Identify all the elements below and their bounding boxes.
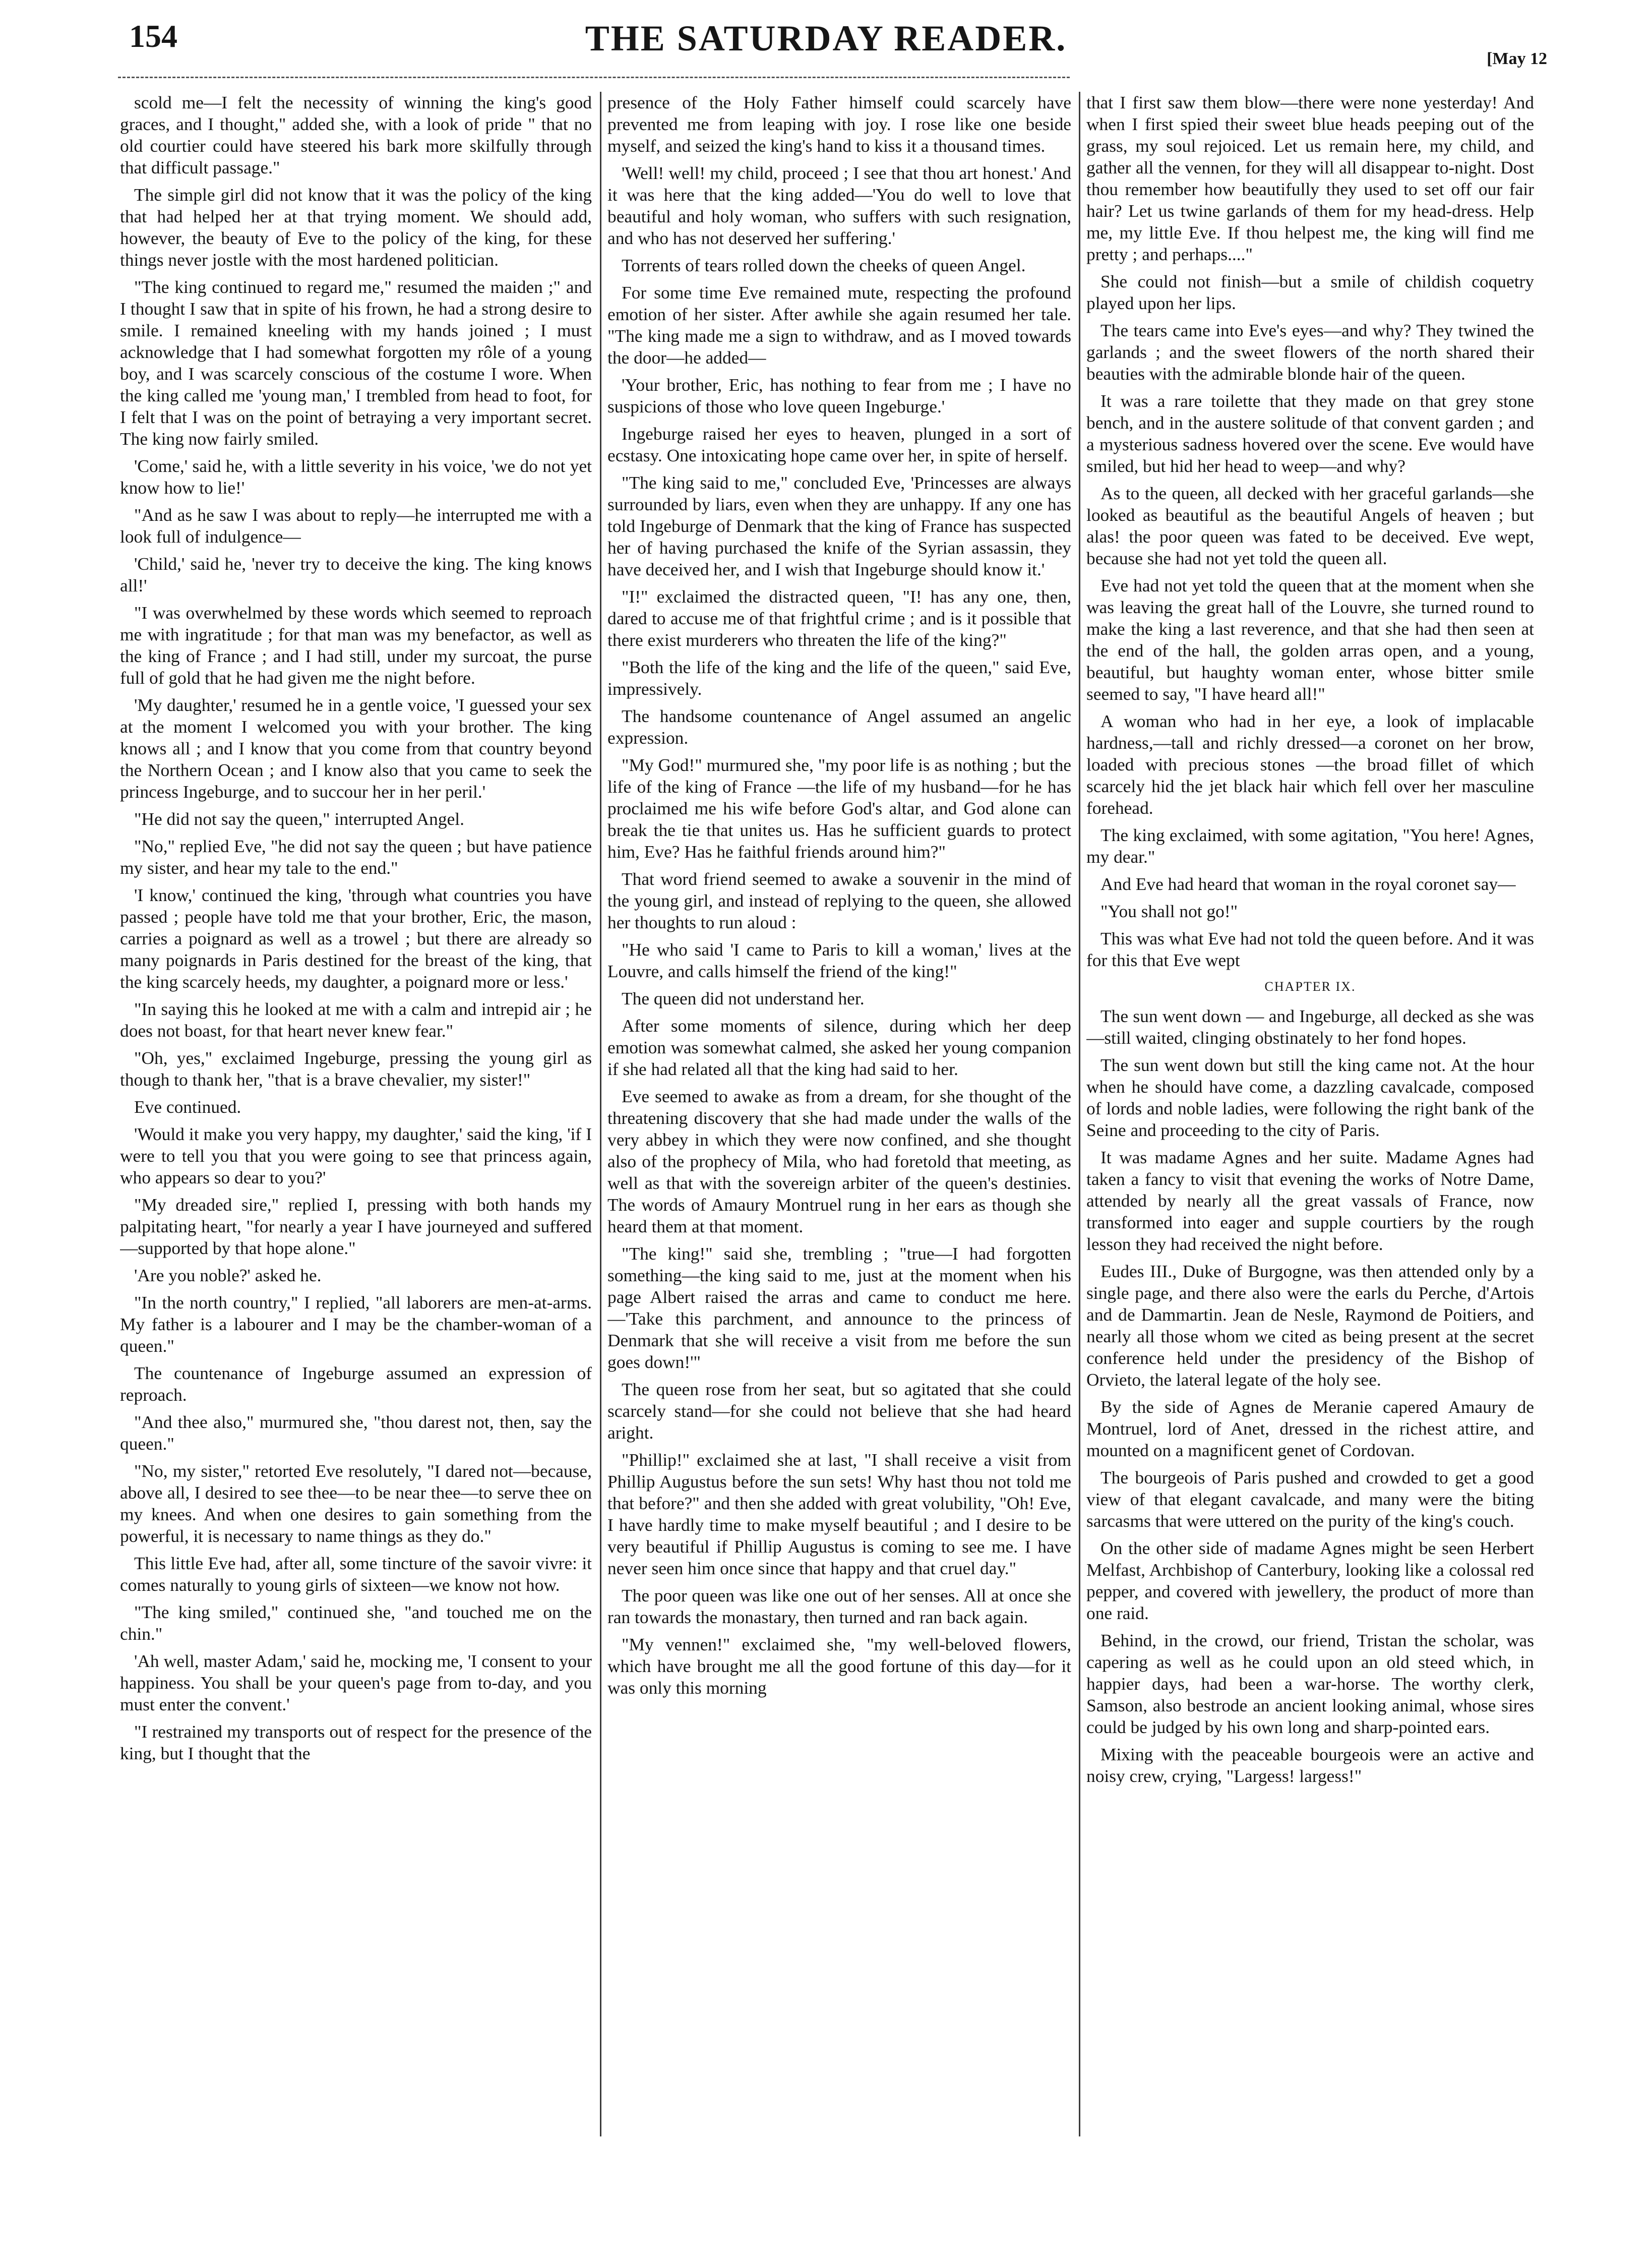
paragraph: On the other side of madame Agnes might be seen Herbert Melfast, Archbishop of Canterbury, looking like a colossal red pepper, and covered with jewellery, the product of more than one raid. bbox=[1086, 1538, 1534, 1623]
paragraph: 'Ah well, master Adam,' said he, mocking me, 'I consent to your happiness. You shall be your queen's page from to-day, and you must enter the convent.' bbox=[120, 1651, 592, 1714]
text-column-3 bbox=[1086, 92, 1534, 2139]
paragraph: "No," replied Eve, "he did not say the queen ; but have patience my sister, and hear my tale to the end." bbox=[120, 836, 592, 878]
paragraph: By the side of Agnes de Meranie capered Amaury de Montruel, lord of Anet, dressed in the richest attire, and mounted on a magnificent genet of Cordovan. bbox=[1086, 1397, 1534, 1460]
paragraph: The sun went down but still the king came not. At the hour when he should have come, a dazzling cavalcade, composed of lords and noble ladies, were following the right bank of the Seine and proceeding to the city of Paris. bbox=[1086, 1055, 1534, 1140]
paragraph: The simple girl did not know that it was the policy of the king that had helped her at that trying moment. We should add, however, the beauty of Eve to the policy of the king, for these things never jostle with the most hardened politician. bbox=[120, 185, 592, 270]
paragraph: 'Child,' said he, 'never try to deceive the king. The king knows all!' bbox=[120, 554, 592, 595]
paragraph: As to the queen, all decked with her graceful garlands—she looked as beautiful as the beautiful Angels of heaven ; but alas! the poor queen was fated to be deceived. Eve wept, because she had not yet told the queen all. bbox=[1086, 483, 1534, 568]
paragraph: The king exclaimed, with some agitation, "You here! Agnes, my dear." bbox=[1086, 825, 1534, 867]
paragraph: "The king said to me," concluded Eve, 'Princesses are always surrounded by liars, even when they are unhappy. If any one has told Ingeburge of Denmark that the king of France has suspected her of having purchased the knife of the Syrian assassin, they have deceived her, and I wish that Ingeburge should know it.' bbox=[607, 472, 1071, 579]
paragraph: The handsome countenance of Angel assumed an angelic expression. bbox=[607, 706, 1071, 748]
paragraph: "I was overwhelmed by these words which seemed to reproach me with ingratitude ; for that man was my benefactor, as well as the king of France ; and I had still, under my surcoat, the purse full of gold that he had given me the night before. bbox=[120, 603, 592, 688]
paragraph: Eve seemed to awake as from a dream, for she thought of the threatening discovery that she had made under the walls of the very abbey in which they were now confined, and she thought also of the prophecy of Mila, who had foretold that meeting, as well as that with the sovereign arbiter of the queen's destinies. The words of Amaury Montruel rung in her ears as though she heard them at that moment. bbox=[607, 1086, 1071, 1236]
paragraph: That word friend seemed to awake a souvenir in the mind of the young girl, and instead of replying to the queen, she allowed her thoughts to run aloud : bbox=[607, 869, 1071, 932]
paragraph: The tears came into Eve's eyes—and why? They twined the garlands ; and the sweet flowers of the north shared their beauties with the admirable blonde hair of the queen. bbox=[1086, 320, 1534, 384]
column-divider bbox=[600, 92, 601, 2136]
paragraph: "I!" exclaimed the distracted queen, "I! has any one, then, dared to accuse me of that frightful crime ; and is it possible that there exist murderers who threaten the life of the king?" bbox=[607, 586, 1071, 650]
paragraph: It was madame Agnes and her suite. Madame Agnes had taken a fancy to visit that evening the works of Notre Dame, attended by nearly all the great vassals of France, now transformed into eager and supple courtiers by the rough lesson they had received the night before. bbox=[1086, 1147, 1534, 1254]
paragraph: "In saying this he looked at me with a calm and intrepid air ; he does not boast, for that heart never knew fear." bbox=[120, 999, 592, 1041]
masthead bbox=[0, 0, 1652, 68]
paragraph: Behind, in the crowd, our friend, Tristan the scholar, was capering as well as he could upon an old steed which, in happier days, had been a war-horse. The worthy clerk, Samson, also bestrode an ancient looking animal, whose sires could be judged by his own long and sharp-pointed ears. bbox=[1086, 1630, 1534, 1737]
paragraph: Torrents of tears rolled down the cheeks of queen Angel. bbox=[622, 255, 1026, 275]
paragraph: "My dreaded sire," replied I, pressing with both hands my palpitating heart, "for nearly a year I have journeyed and suffered—supported by that hope alone." bbox=[120, 1195, 592, 1258]
paragraph: The countenance of Ingeburge assumed an expression of reproach. bbox=[120, 1363, 592, 1405]
chapter-heading: CHAPTER IX. bbox=[1264, 979, 1356, 994]
paragraph: "Oh, yes," exclaimed Ingeburge, pressing the young girl as though to thank her, "that is a brave chevalier, my sister!" bbox=[120, 1048, 592, 1090]
paragraph: "No, my sister," retorted Eve resolutely, "I dared not—because, above all, I desired to see thee—to be near thee—to serve thee on my knees. And when one desires to gain something from the powerful, it is necessary to name things as they do." bbox=[120, 1461, 592, 1546]
paragraph: And Eve had heard that woman in the royal coronet say— bbox=[1100, 874, 1516, 894]
paragraph: "And thee also," murmured she, "thou darest not, then, say the queen." bbox=[120, 1412, 592, 1454]
paragraph: "The king!" said she, trembling ; "true—I had forgotten something—the king said to me, just at the moment when his page Albert raised the arras and came to conduct me here.—'Take this parchment, and announce to the princess of Denmark that she will receive a visit from me before the sun goes down!'" bbox=[607, 1243, 1071, 1372]
paragraph: "I restrained my transports out of respect for the presence of the king, but I thought that the bbox=[120, 1721, 592, 1763]
paragraph: "My God!" murmured she, "my poor life is as nothing ; but the life of the king of France —the life of my husband—for he has proclaimed me his wife before God's altar, and God alone can break the tie that unites us. Has he sufficient guards to protect him, Eve? Has he faithful friends around him?" bbox=[607, 755, 1071, 862]
paragraph: The queen did not understand her. bbox=[622, 988, 865, 1008]
paragraph: The bourgeois of Paris pushed and crowded to get a good view of that elegant cavalcade, and many were the biting sarcasms that were uttered on the purity of the king's couch. bbox=[1086, 1467, 1534, 1531]
paragraph: Eve had not yet told the queen that at the moment when she was leaving the great hall of the Louvre, she turned round to make the king a last reverence, and that she had then seen at the end of the hall, the golden arras open, and a young, beautiful, but haughty woman enter, whose bitter smile seemed to say, "I have heard all!" bbox=[1086, 575, 1534, 704]
paragraph: 'I know,' continued the king, 'through what countries you have passed ; people have told me that your brother, Eric, the mason, carries a poignard as well as a trowel ; but there are already so many poignards in Paris destined for the breast of the king, that the king scarcely heeds, my daughter, a poignard more or less.' bbox=[120, 885, 592, 992]
paragraph: "The king continued to regard me," resumed the maiden ;" and I thought I saw that in spite of his frown, he had a strong desire to smile. I remained kneeling with my hands joined ; I must acknowledge that I had somewhat forgotten my rôle of a young boy, and I was scarcely conscious of the costume I wore. When the king called me 'young man,' I trembled from head to foot, for I felt that I was on the point of betraying a very important secret. The king now fairly smiled. bbox=[120, 277, 592, 449]
paragraph: 'Would it make you very happy, my daughter,' said the king, 'if I were to tell you that you were going to see that princess again, who appears so dear to you?' bbox=[120, 1124, 592, 1187]
paragraph: 'Your brother, Eric, has nothing to fear from me ; I have no suspicions of those who love queen Ingeburge.' bbox=[607, 375, 1071, 416]
issue-date: [May 12 bbox=[1487, 49, 1547, 68]
paragraph: "You shall not go!" bbox=[1100, 901, 1238, 921]
paragraph: presence of the Holy Father himself could scarcely have prevented me from leaping with joy. I rose like one beside myself, and seized the king's hand to kiss it a thousand times. bbox=[607, 92, 1071, 156]
paragraph: 'Well! well! my child, proceed ; I see that thou art honest.' And it was here that the king added—'You do well to love that beautiful and holy woman, who suffers with such resignation, and who has not deserved her suffering.' bbox=[607, 163, 1071, 248]
paragraph: "He did not say the queen," interrupted Angel. bbox=[134, 809, 464, 829]
paragraph: "He who said 'I came to Paris to kill a woman,' lives at the Louvre, and calls himself the friend of the king!" bbox=[607, 939, 1071, 981]
paragraph: She could not finish—but a smile of childish coquetry played upon her lips. bbox=[1086, 271, 1534, 313]
header-rule bbox=[118, 77, 1070, 78]
paragraph: The poor queen was like one out of her senses. All at once she ran towards the monastary, then turned and ran back again. bbox=[607, 1585, 1071, 1627]
paragraph: Ingeburge raised her eyes to heaven, plunged in a sort of ecstasy. One intoxicating hope came over her, in spite of herself. bbox=[607, 424, 1071, 465]
publication-title: THE SATURDAY READER. bbox=[585, 18, 1067, 58]
paragraph: "The king smiled," continued she, "and touched me on the chin." bbox=[120, 1602, 592, 1644]
column-divider bbox=[1079, 92, 1080, 2136]
paragraph: After some moments of silence, during which her deep emotion was somewhat calmed, she asked her young companion if she had related all that the king had said to her. bbox=[607, 1016, 1071, 1079]
paragraph: 'Come,' said he, with a little severity in his voice, 'we do not yet know how to lie!' bbox=[120, 456, 592, 498]
paragraph: "Both the life of the king and the life of the queen," said Eve, impressively. bbox=[607, 657, 1071, 699]
paragraph: "In the north country," I replied, "all laborers are men-at-arms. My father is a labourer and I may be the chamber-woman of a queen." bbox=[120, 1292, 592, 1356]
paragraph: scold me—I felt the necessity of winning the king's good graces, and I thought," added she, with a look of pride " that no old courtier could have steered his bark more skilfully through that difficult passage." bbox=[120, 92, 592, 177]
paragraph: 'Are you noble?' asked he. bbox=[134, 1265, 322, 1285]
paragraph: A woman who had in her eye, a look of implacable hardness,—tall and richly dressed—a coronet on her brow, loaded with precious stones —the broad fillet of which scarcely hid the jet black hair which fell over her masculine forehead. bbox=[1086, 711, 1534, 818]
paragraph: The queen rose from her seat, but so agitated that she could scarcely stand—for she could not believe that she had heard aright. bbox=[607, 1379, 1071, 1443]
paragraph: "Phillip!" exclaimed she at last, "I shall receive a visit from Phillip Augustus before the sun sets! Why hast thou not told me that before?" and then she added with great volubility, "Oh! Eve, I have hardly time to make myself beautiful ; and I desire to be very beautiful if Phillip Augustus is coming to see me. I have never seen him once since that happy and that cruel day." bbox=[607, 1450, 1071, 1578]
text-column-2 bbox=[607, 92, 1071, 2139]
paragraph: For some time Eve remained mute, respecting the profound emotion of her sister. After awhile she again resumed her tale. "The king made me a sign to withdraw, and as I moved towards the door—he added— bbox=[607, 282, 1071, 368]
paragraph: This little Eve had, after all, some tincture of the savoir vivre: it comes naturally to young girls of sixteen—we know not how. bbox=[120, 1553, 592, 1595]
paragraph: "And as he saw I was about to reply—he interrupted me with a look full of indulgence— bbox=[120, 505, 592, 547]
paragraph: The sun went down — and Ingeburge, all decked as she was—still waited, clinging obstinately to her fond hopes. bbox=[1086, 1006, 1534, 1048]
text-column-1 bbox=[120, 92, 592, 2139]
paragraph: Eudes III., Duke of Burgogne, was then attended only by a single page, and there also were the earls du Perche, d'Artois and de Dammartin. Jean de Nesle, Raymond de Poitiers, and nearly all those whom we cited as being present at the secret conference held under the presidency of the Bishop of Orvieto, the lateral legate of the holy see. bbox=[1086, 1261, 1534, 1390]
paragraph: It was a rare toilette that they made on that grey stone bench, and in the austere solitude of that convent garden ; and a mysterious sadness hovered over the scene. Eve would have smiled, but hid her head to weep—and why? bbox=[1086, 391, 1534, 476]
paragraph: 'My daughter,' resumed he in a gentle voice, 'I guessed your sex at the moment I welcomed you with your brother. The king knows all ; and I know that you come from that country beyond the Northern Ocean ; and I know also that you came to seek the princess Ingeburge, and to succour her in her peril.' bbox=[120, 695, 592, 802]
page-number: 154 bbox=[129, 18, 177, 54]
paragraph: Mixing with the peaceable bourgeois were an active and noisy crew, crying, "Largess! largess!" bbox=[1086, 1744, 1534, 1786]
paragraph: that I first saw them blow—there were none yesterday! And when I first spied their sweet blue heads peeping out of the grass, my soul rejoiced. Let us remain here, my child, and gather all the vennen, for they will all disappear to-night. Dost thou remember how beautifully they used to set off our fair hair? Let us twine garlands of them for my head-dress. Help me, my little Eve. If thou helpest me, the king will find me pretty ; and perhaps...." bbox=[1086, 92, 1534, 264]
paragraph: "My vennen!" exclaimed she, "my well-beloved flowers, which have brought me all the good fortune of this day—for it was only this morning bbox=[607, 1634, 1071, 1698]
paragraph: Eve continued. bbox=[134, 1097, 241, 1117]
paragraph: This was what Eve had not told the queen before. And it was for this that Eve wept bbox=[1086, 928, 1534, 970]
